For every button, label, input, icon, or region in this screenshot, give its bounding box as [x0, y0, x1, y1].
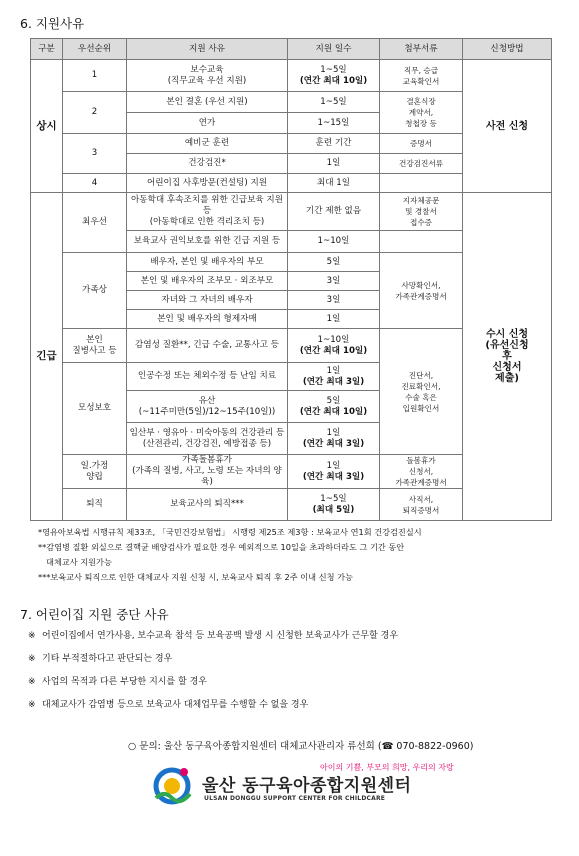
- reason-cell: 본인 및 배우자의 조부모 · 외조부모: [127, 272, 288, 291]
- table-header-row: [31, 39, 552, 60]
- table-row: [31, 193, 552, 231]
- priority-cell: 1: [63, 60, 127, 92]
- method-regular: 사전 신청: [463, 60, 552, 193]
- reason-cell: 감염성 질환**, 긴급 수술, 교통사고 등: [127, 329, 288, 363]
- docs-cell: 돌봄휴가 신청서, 가족관계증명서: [380, 455, 463, 489]
- group-work-family: 일.가정 양립: [63, 455, 127, 489]
- days-cell: 1~10일 (연간 최대 10일): [288, 329, 380, 363]
- reason-cell: 건강검진*: [127, 154, 288, 174]
- reason-cell: 예비군 훈련: [127, 134, 288, 154]
- docs-cell: 직무, 승급 교육확인서: [380, 60, 463, 92]
- days-cell: 5일: [288, 253, 380, 272]
- reason-cell: 연가: [127, 113, 288, 134]
- table-footnotes: [38, 525, 422, 585]
- docs-cell: [380, 174, 463, 193]
- docs-cell: [380, 231, 463, 253]
- days-cell: 1일 (연간 최대 3일): [288, 455, 380, 489]
- days-cell: 1일: [288, 154, 380, 174]
- reason-cell: 자녀와 그 자녀의 배우자: [127, 291, 288, 310]
- priority-cell: 4: [63, 174, 127, 193]
- footnote: ***보육교사 퇴직으로 인한 대체교사 지원 신청 시, 보육교사 퇴직 후 2주 이내 신청 가능: [38, 572, 353, 582]
- docs-cell: 사망확인서, 가족관계증명서: [380, 253, 463, 329]
- header-days: 지원 일수: [288, 39, 380, 60]
- docs-cell: 지자체공문 및 경찰서 접수증: [380, 193, 463, 231]
- reason-cell: 아동학대 후속조치를 위한 긴급보육 지원 등 (아동학대로 인한 격리조치 등): [127, 193, 288, 231]
- days-cell: 3일: [288, 272, 380, 291]
- days-cell: 1~5일: [288, 92, 380, 113]
- days-cell: 5일 (연간 최대 10일): [288, 391, 380, 423]
- header-reason: 지원 사유: [127, 39, 288, 60]
- days-cell: 훈련 기간: [288, 134, 380, 154]
- days-cell: 1일 (연간 최대 3일): [288, 363, 380, 391]
- reason-cell: 배우자, 본인 및 배우자의 부모: [127, 253, 288, 272]
- docs-cell: 진단서, 진료확인서, 수술 혹은 입원확인서: [380, 329, 463, 455]
- days-cell: 1~5일 (최대 5일): [288, 489, 380, 521]
- contact-info: ○ 문의: 울산 동구육아종합지원센터 대체교사관리자 류선희 (☎ 070-8822-0960): [128, 741, 474, 752]
- days-cell: 3일: [288, 291, 380, 310]
- days-cell: 1~15일: [288, 113, 380, 134]
- days-cell: 1~5일 (연간 최대 10일): [288, 60, 380, 92]
- docs-cell: 증명서: [380, 134, 463, 154]
- header-documents: 첨부서류: [380, 39, 463, 60]
- reason-cell: 보육교사의 퇴직***: [127, 489, 288, 521]
- reason-cell: 본인 결혼 (우선 지원): [127, 92, 288, 113]
- logo-english-name: ULSAN DONGGU SUPPORT CENTER FOR CHILDCARE: [204, 795, 386, 802]
- category-regular: 상시: [31, 60, 63, 193]
- method-urgent: 수시 신청 (유선신청 후 신청서 제출): [463, 193, 552, 521]
- days-cell: 기간 제한 없음: [288, 193, 380, 231]
- group-retirement: 퇴직: [63, 489, 127, 521]
- reason-cell: 보수교육 (직무교육 우선 지원): [127, 60, 288, 92]
- priority-cell: 3: [63, 134, 127, 174]
- reason-cell: 가족돌봄휴가 (가족의 질병, 사고, 노령 또는 자녀의 양육): [127, 455, 288, 489]
- days-cell: 최대 1일: [288, 174, 380, 193]
- list-item: ※ 어린이집에서 연가사용, 보수교육 참석 등 보육공백 발생 시 신청한 보육교사가 근무할 경우: [28, 631, 399, 641]
- days-cell: 1일 (연간 최대 3일): [288, 423, 380, 455]
- section-6-title: 6. 지원사유: [20, 16, 85, 31]
- list-item: ※ 기타 부적절하다고 판단되는 경우: [28, 654, 173, 664]
- docs-cell: 사직서, 퇴직증명서: [380, 489, 463, 521]
- days-cell: 1~10일: [288, 231, 380, 253]
- center-logo: [150, 762, 454, 808]
- footnote: *영유아보육법 시행규칙 제33조, 「국민건강보험법」 시행령 제25조 제3항 : 보육교사 연1회 건강검진실시: [38, 527, 422, 537]
- days-cell: 1일: [288, 310, 380, 329]
- header-category: 구분: [31, 39, 63, 60]
- logo-tagline: 아이의 기쁨, 부모의 희망, 우리의 자랑: [320, 763, 454, 772]
- footnote: 대체교사 지원가능: [46, 557, 112, 567]
- section-7-title: 7. 어린이집 지원 중단 사유: [20, 607, 169, 622]
- reason-cell: 유산 (~11주미만(5일)/12~15주(10일)): [127, 391, 288, 423]
- reason-cell: 본인 및 배우자의 형제자매: [127, 310, 288, 329]
- group-bereavement: 가족상: [63, 253, 127, 329]
- support-reason-table: [30, 38, 552, 521]
- footnote: **감염병 질환 외실으로 결핵균 배양검사가 필요한 경우 예외적으로 10일을 초과하더라도 그 기간 동안: [38, 542, 405, 552]
- list-item: ※ 대체교사가 감염병 등으로 보육교사 대체업무를 수행할 수 없을 경우: [28, 700, 309, 710]
- priority-cell: 2: [63, 92, 127, 134]
- group-maternity: 모성보호: [63, 363, 127, 455]
- header-priority: 우선순위: [63, 39, 127, 60]
- docs-cell: 결혼식장 계약서, 청첩장 등: [380, 92, 463, 134]
- reason-cell: 어린이집 사후방문(컨설팅) 지원: [127, 174, 288, 193]
- logo-mark-icon: [150, 762, 194, 806]
- group-illness: 본인 질병사고 등: [63, 329, 127, 363]
- docs-cell: 건강검진서류: [380, 154, 463, 174]
- header-method: 신청방법: [463, 39, 552, 60]
- group-top-priority: 최우선: [63, 193, 127, 253]
- list-item: ※ 사업의 목적과 다른 부당한 지시를 할 경우: [28, 677, 207, 687]
- reason-cell: 인공수정 또는 체외수정 등 난임 치료: [127, 363, 288, 391]
- logo-name: 울산 동구육아종합지원센터: [202, 776, 412, 796]
- category-urgent: 긴급: [31, 193, 63, 521]
- table-row: [31, 60, 552, 92]
- reason-cell: 보육교사 권익보호를 위한 긴급 지원 등: [127, 231, 288, 253]
- reason-cell: 임산부 · 영유아 · 미숙아동의 건강관리 등 (산전관리, 건강검진, 예방접종 등): [127, 423, 288, 455]
